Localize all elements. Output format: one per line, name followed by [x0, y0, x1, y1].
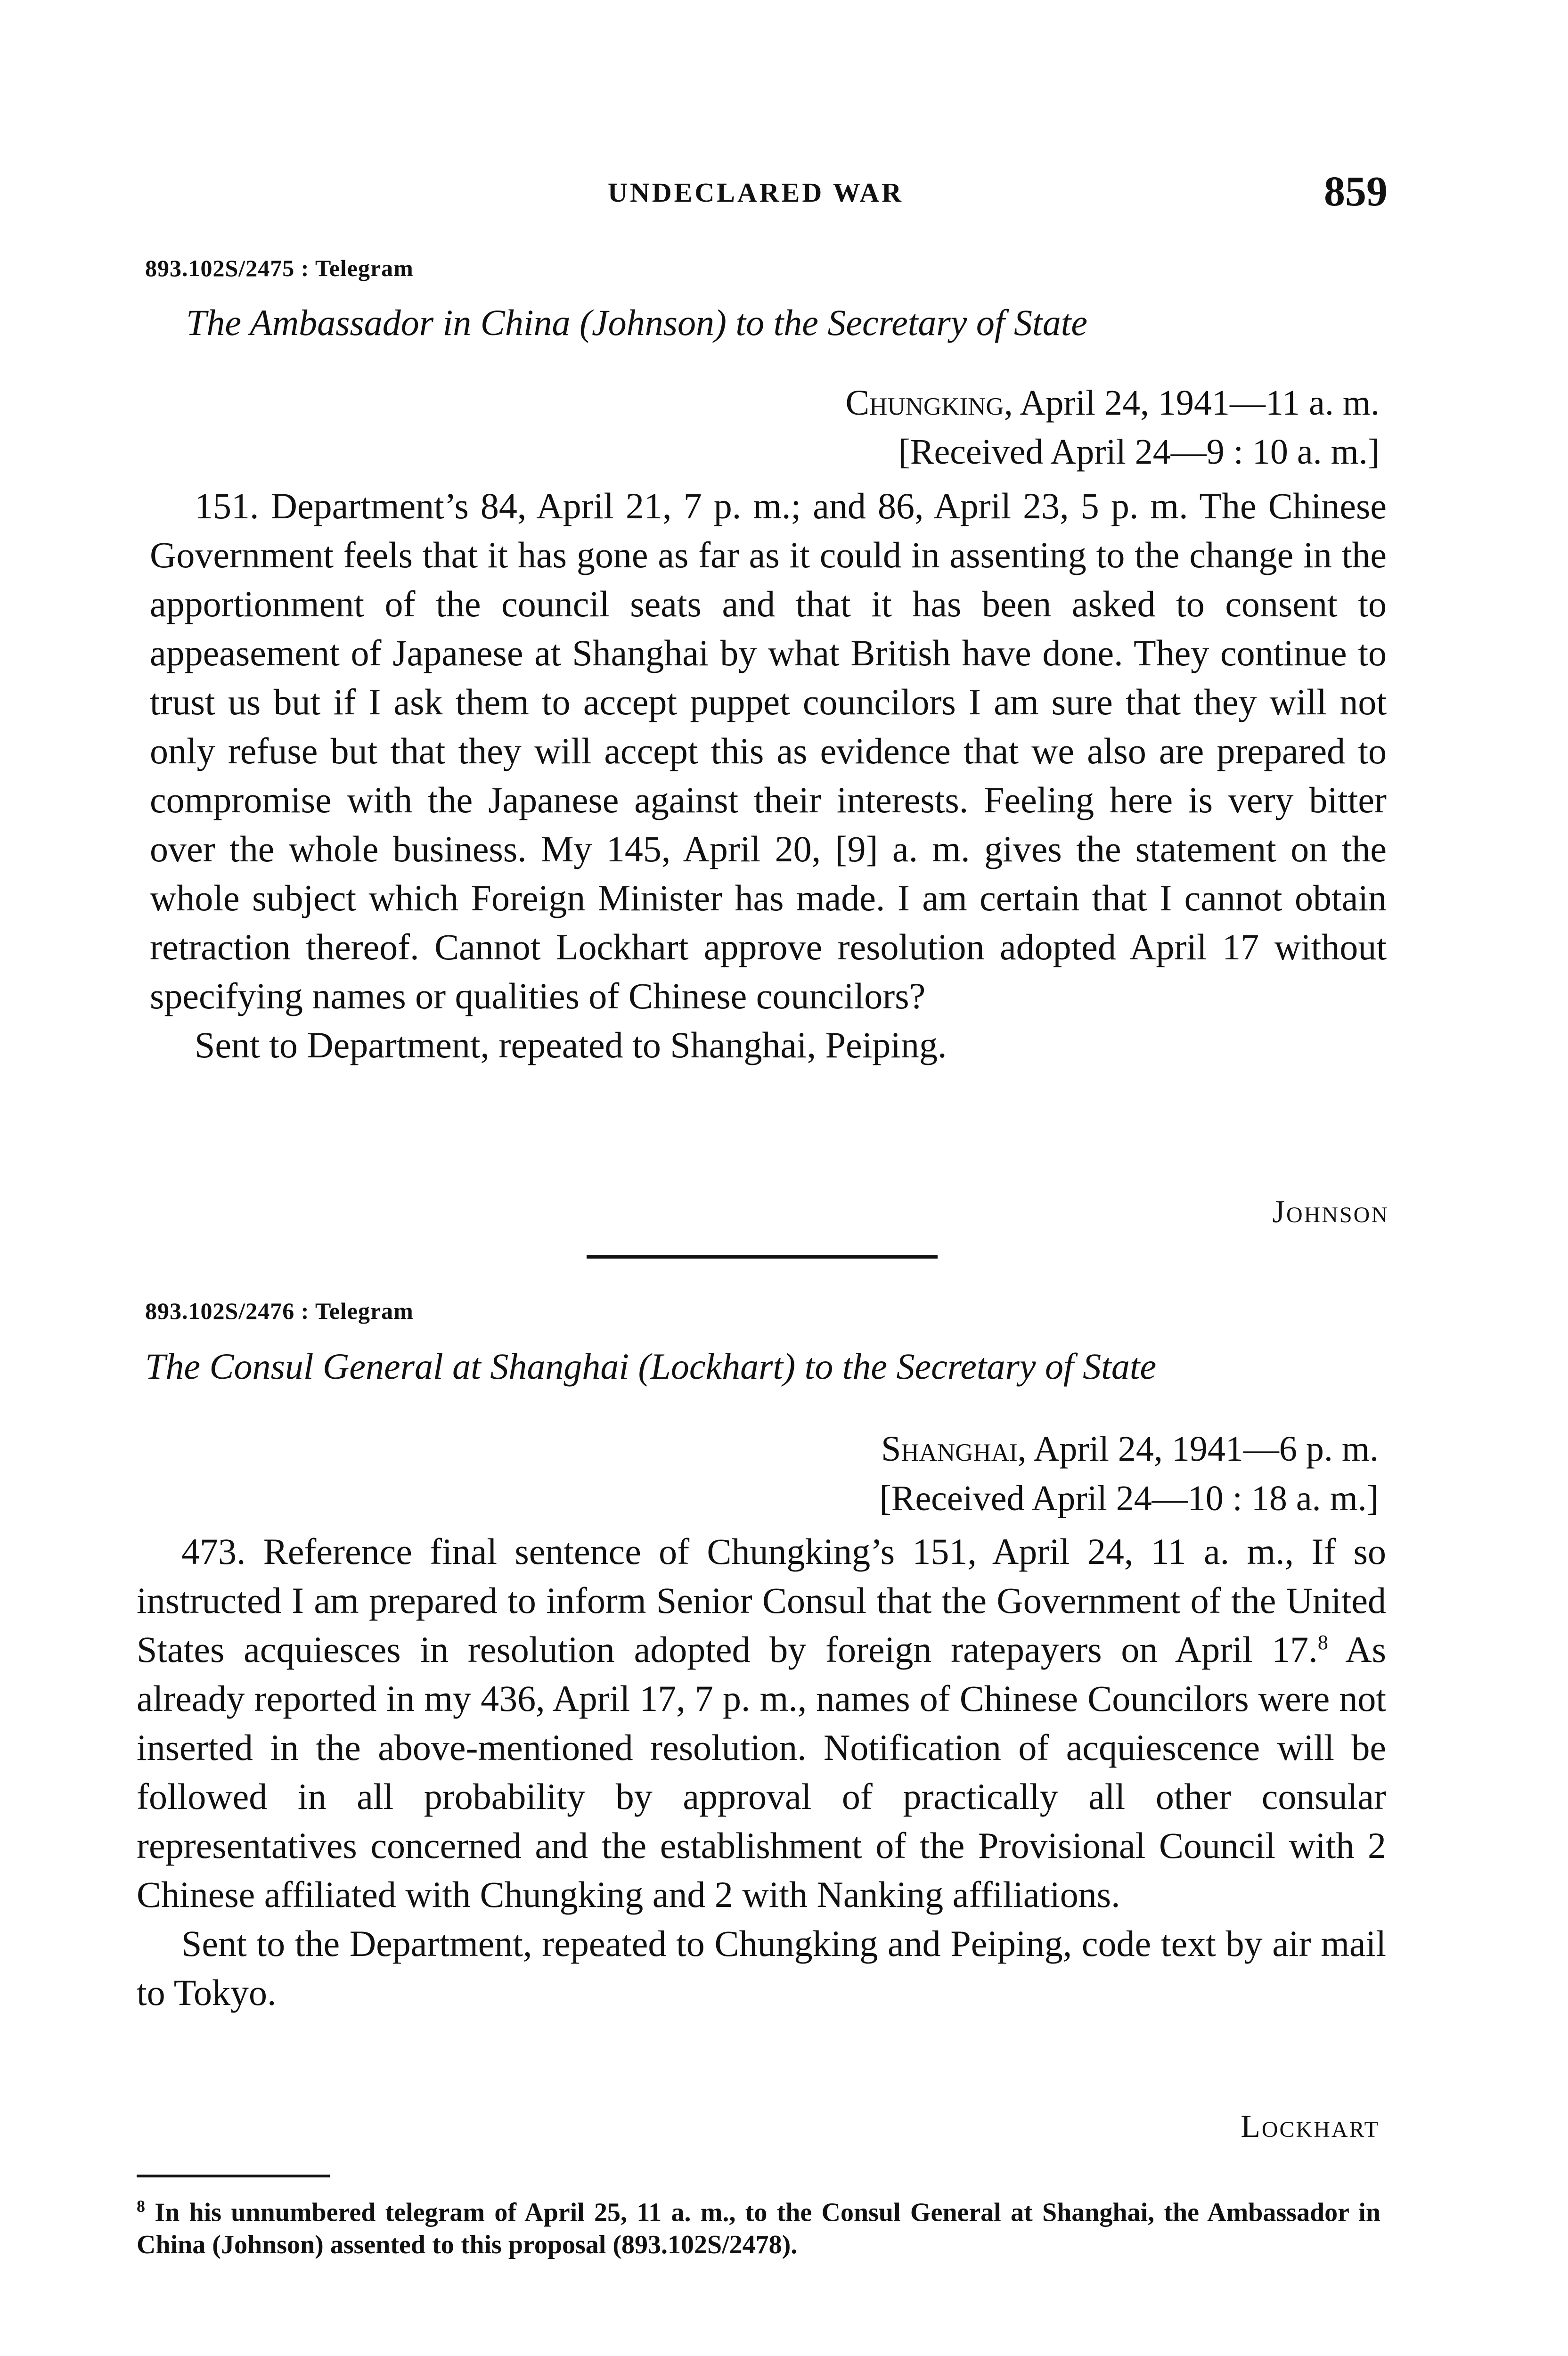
document-heading: The Ambassador in China (Johnson) to the Secretary of State	[186, 302, 1087, 343]
body-paragraph	[137, 1527, 1386, 1919]
dateline-date: April 24, 1941—11 a. m.	[1013, 383, 1380, 423]
signature: Johnson	[1272, 1194, 1389, 1229]
received-line: [Received April 24—10 : 18 a. m.]	[879, 1479, 1379, 1518]
dateline	[881, 1429, 1379, 1470]
running-title: UNDECLARED WAR	[608, 177, 904, 208]
body-paragraph: 151. Department’s 84, April 21, 7 p. m.; and 86, April 23, 5 p. m. The Chinese Government feels that it has gone as far as it could in assenting to the change in the apportionment of the council seats and that it has been asked to consent to appeasement of Japanese at Shanghai by what British have done. They continue to trust us but if I ask them to accept puppet councilors I am sure that they will not only refuse but that they will accept this as evidence that we also are prepared to compromise with the Japanese against their interests. Feeling here is very bitter over the whole business. My 145, April 20, [9] a. m. gives the statement on the whole subject which Foreign Minister has made. I am certain that I cannot obtain retraction thereof. Cannot Lockhart approve resolution adopted April 17 without specifying names or qualities of Chinese councilors?	[150, 485, 1387, 1016]
section-divider	[587, 1255, 938, 1259]
telegram-body	[137, 1527, 1386, 2017]
paragraph-text: As already reported in my 436, April 17, 7 p. m., names of Chinese Councilors were not inserted in the above-mentioned resolution. Notification of acquiescence will be followed in all probability by approval of practically all other consular representatives concerned and the establishment of the Provisional Council with 2 Chinese affiliated with Chungking and 2 with Nanking affiliations.	[137, 1629, 1386, 1915]
body-paragraph: Sent to the Department, repeated to Chungking and Peiping, code text by air mail to Tokyo.	[137, 1923, 1386, 2013]
received-line: [Received April 24—9 : 10 a. m.]	[898, 432, 1380, 472]
file-reference: 893.102S/2475 : Telegram	[145, 255, 414, 281]
file-reference: 893.102S/2476 : Telegram	[145, 1298, 414, 1324]
footnote-text: In his unnumbered telegram of April 25, 11 a. m., to the Consul General at Shanghai, the Ambassador in China (Johnson) assented to this proposal (893.102S/2478).	[137, 2198, 1380, 2259]
footnote-marker: 8	[137, 2197, 145, 2216]
footnote-rule	[137, 2175, 330, 2177]
body-paragraph: Sent to Department, repeated to Shanghai, Peiping.	[195, 1024, 947, 1065]
paragraph-text: 473. Reference final sentence of Chungking’s 151, April 24, 11 a. m., If so instructed I am prepared to inform Senior Consul that the Government of the United States acquiesces in resolution adopted by foreign ratepayers on April 17.	[137, 1531, 1386, 1670]
signature: Lockhart	[1241, 2108, 1380, 2144]
footnote-reference[interactable]: 8	[1317, 1631, 1328, 1654]
dateline-place: Chungking,	[845, 383, 1013, 423]
dateline-date: April 24, 1941—6 p. m.	[1026, 1429, 1379, 1469]
footnote	[137, 2190, 1380, 2261]
document-heading: The Consul General at Shanghai (Lockhart) to the Secretary of State	[145, 1346, 1157, 1387]
dateline	[845, 383, 1380, 424]
running-head	[0, 167, 1568, 214]
telegram-body	[150, 482, 1387, 1070]
dateline-place: Shanghai,	[881, 1429, 1027, 1469]
page-number: 859	[1324, 168, 1388, 215]
